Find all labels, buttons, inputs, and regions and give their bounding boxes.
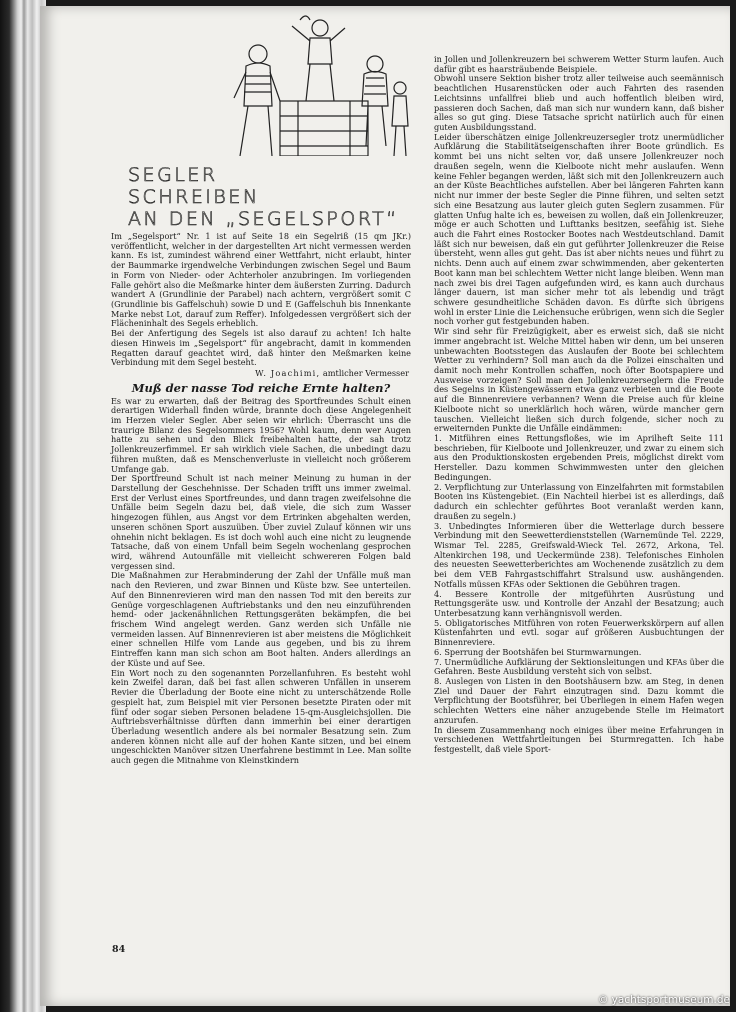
letter2-title: Muß der nasse Tod reiche Ernte halten? (131, 380, 391, 395)
headline-line-2: SCHREIBEN (128, 186, 260, 208)
signature-role: amtlicher Vermesser (322, 368, 409, 379)
magazine-page (40, 6, 730, 1006)
letter2-list-item: 4. Bessere Kontrolle der mitgeführten Ausrüstung und Rettungsgeräte usw. und Kontrolle der Anzahl der Besatzung; auch Unterbesatzung kann verhängnisvoll werden. (434, 588, 724, 618)
letter2-paragraph: Wir sind sehr für Freizügigkeit, aber es erweist sich, daß sie nicht immer angebracht ist. Welche Mittel haben wir denn, um bei unseren unbewachten Bootsstegen das Auslaufen der Boote bei schlechtem Wetter zu verhindern? Soll man auch da die Polizei einschalten und damit noch mehr Kontrollen schaffen, noch öfter Bootspapiere und Ausweise vorzeigen? Soll man den Jollenkreuzerseglern die Freude des Segelns in Küstengewässern etwa ganz verbieten und die Boote auf die Binnenreviere verbannen? Wenn die Preise auch für kleine Kielboote nicht so unerklärlich hoch wären, würde mancher gern tauschen. Vielleicht ließen sich durch folgende, sicher noch zu erweiternden Punkte die Unfälle eindämmen: (434, 326, 724, 434)
letter2-list-item: 3. Unbedingtes Informieren über die Wetterlage durch bessere Verbindung mit den Seewetterdienststellen (Warnemünde Tel. 2229, Wismar Tel. 2285, Greifswald-Wieck Tel. 2672, Arkona, Tel. Altenkirchen 198, und Ueckermünde 238). Telefonisches Einholen des neuesten Seewetterberichtes am Wochenende zusätzlich zu dem bei dem VEB Fahrgastschiffahrt Stralsund usw. aushängenden. Notfalls müssen KFAs oder Sektionen die Gebühren tragen. (434, 520, 724, 589)
letter2-list-item: 5. Obligatorisches Mitführen von roten Feuerwerkskörpern auf allen Küstenfahrten und evtl. sogar auf größeren Ausbuchtungen der Binnenreviere. (434, 617, 724, 648)
letter2-paragraph: Der Sportfreund Schult ist nach meiner Meinung zu human in der Darstellung der Geschehnisse. Der Schaden trifft uns immer zweimal. Erst der Verlust eines Sportfreundes, und dann tragen zweifelsohne die Unfälle beim Segeln dazu bei, daß viele, die sich zum Wasser hingezogen fühlen, aus Angst vor dem Ertrinken abgehalten werden, unseren schönen Sport auszuüben. Über zuviel Zulauf können wir uns ohnehin nicht beklagen. Es ist doch wohl auch eine nicht zu leugnende Tatsache, daß von einem Unfall beim Segeln wochenlang gesprochen wird, während Autounfälle mit vielleicht schwereren Folgen bald vergessen sind. (111, 473, 411, 571)
letter2-paragraph: Ein Wort noch zu den sogenannten Porzellanfuhren. Es besteht wohl kein Zweifel daran, daß bei fast allen schweren Unfällen in unserem Revier die Überladung der Boote eine nicht zu unterschätzende Rolle gespielt hat, zum Beispiel mit vier Personen besetzte Piraten oder mit fünf oder sogar sieben Personen beladene 15-qm-Ausgleichsjollen. Die Auftriebsverhältnisse dürften dann immerhin bei einer derartigen Überladung wesentlich andere als bei normaler Besatzung sein. Zum anderen können nicht alle auf der hohen Kante sitzen, und bei einem ungeschickten Manöver sitzen Unerfahrene bestimmt in Lee. Man sollte auch gegen die Mitnahme von Kleinstkindern (111, 667, 411, 766)
sailors-illustration (210, 6, 410, 156)
letter2-paragraph: in Jollen und Jollenkreuzern bei schwerem Wetter Sturm laufen. Auch dafür gibt es haarsträubende Beispiele. (434, 54, 724, 74)
signature-name: W. Joachimi, (255, 368, 321, 379)
letter1-signature (111, 369, 409, 379)
letter2-list-item: 1. Mitführen eines Rettungsfloßes, wie im Aprilheft Seite 111 beschrieben, für Kielboote und Jollenkreuzer, und zwar zu einem sich aus den Produktionskosten ergebenden Preis, möglichst direkt vom Hersteller. Dazu kommen Schwimmwesten unter den gleichen Bedingungen. (434, 433, 724, 482)
article-headline (128, 164, 408, 230)
headline-line-1: SEGLER (128, 164, 218, 186)
left-column (111, 232, 411, 766)
letter1-paragraph: Im „Segelsport“ Nr. 1 ist auf Seite 18 ein Segelriß (15 qm JKr.) veröffentlicht, welcher in der dargestellten Art nicht vermessen werden kann. Es ist, zumindest während einer Wettfahrt, nicht erlaubt, hinter der Baummarke irgendwelche Verbindungen zwischen Segel und Baum in Form von Nieder- oder Achterholer anzubringen. Im vorliegenden Falle gehört also die Meßmarke hinter dem äußersten Zurring. Dadurch wandert A (Grundlinie der Parabel) nach achtern, vergrößert somit C (Grundlinie bis Gaffelschuh) sowie D und E (Gaffelschuh bis Innenkante Marke nebst Lot, darauf zum Reffer). Infolgedessen vergrößert sich der Flächeninhalt des Segels erheblich. (111, 231, 411, 329)
letter2-paragraph: Es war zu erwarten, daß der Beitrag des Sportfreundes Schult einen derartigen Widerhall finden würde, brannte doch diese Angelegenheit im Herzen vieler Segler. Aber seien wir ehrlich: Überrascht uns die traurige Bilanz des Segelsommers 1956? Wohl kaum, denn wer Augen hatte zu sehen und den Blick freibehalten hatte, der sah trotz Jollenkreuzerfimmel. Er sah wirklich viele Sachen, die unbedingt dazu führen mußten, daß es Menschenverluste in vielleicht noch größerem Umfange gab. (111, 395, 411, 474)
letter2-list-item: 7. Unermüdliche Aufklärung der Sektionsleitungen und KFAs über die Gefahren. Beste Ausbildung versteht sich von selbst. (434, 656, 724, 677)
letter2-paragraph: In diesem Zusammenhang noch einiges über meine Erfahrungen in verschiedenen Wettfahrtleitungen bei Sturmregatten. Ich habe festgestellt, daß viele Sport- (434, 724, 724, 755)
letter2-paragraph: Obwohl unsere Sektion bisher trotz aller teilweise auch seemännisch beachtlichen Husarenstücken oder auch Fahrten des rasenden Leichtsinns unfallfrei blieb und auch hoffentlich bleiben wird, passieren doch Sachen, daß man sich nur wundern kann, daß bisher alles so gut ging. Diese Tatsache spricht natürlich auch für einen guten Ausbildungsstand. (434, 73, 724, 133)
headline-line-3: AN DEN „SEGELSPORT“ (128, 208, 399, 230)
letter2-list-item: 2. Verpflichtung zur Unterlassung von Einzelfahrten mit formstabilen Booten ins Küstengebiet. (Ein Nachteil hierbei ist es allerdings, daß dadurch ein schlechter geführtes Boot veranlaßt werden kann, draußen zu segeln.) (434, 481, 724, 521)
letter2-list-item: 6. Sperrung der Bootshäfen bei Sturmwarnungen. (434, 646, 642, 657)
letter2-paragraph: Leider überschätzen einige Jollenkreuzersegler trotz unermüdlicher Aufklärung die Stabilitätseigenschaften ihrer Boote gründlich. Es kommt bei uns nicht selten vor, daß unsere Jollenkreuzer noch draußen segeln, wenn die Kielboote nicht mehr auslaufen. Wenn keine Fehler begangen werden, läßt sich mit den Jollenkreuzern auch an der Küste Beachtliches aufstellen. Aber bei längeren Fahrten kann nicht nur immer der beste Segler die Pinne führen, und selten setzt sich eine Besatzung aus lauter gleich guten Seglern zusammen. Für glatten Unfug halte ich es, beweisen zu wollen, daß ein Jollenkreuzer, möge er auch Schotten und Lufttanks besitzen, seefähig ist. Siehe auch die Fahrt eines Rostocker Bootes nach Westdeutschland. Damit läßt sich nur beweisen, daß ein gut geführter Jollenkreuzer die Reise übersteht, wenn alles gut geht. Das ist aber nichts neues und führt zu nichts. Denn auch auf einem zwar schwimmenden, aber gekenterten Boot kann man bei schlechtem Wetter nicht lange bleiben. Wenn man nach zwei bis drei Tagen aufgefunden wird, es kann auch durchaus länger dauern, ist man sicher mehr tot als lebendig und trägt schwere gesundheitliche Schäden davon. Es dürfte sich übrigens wohl in erster Linie die Leichensuche erübrigen, wenn sich die Segler noch vorher gut festgebunden haben. (434, 131, 724, 327)
letter2-list-item: 8. Auslegen von Listen in den Bootshäusern bzw. am Steg, in denen Ziel und Dauer der Fahrt einzutragen sind. Dazu kommt die Verpflichtung der Bootsführer, bei Überliegen in einem Hafen wegen schlechten Wetters eine näher anzugebende Stelle im Heimatort anzurufen. (434, 676, 724, 725)
right-column (434, 55, 724, 755)
letter2-paragraph: Die Maßnahmen zur Herabminderung der Zahl der Unfälle muß man nach den Revieren, und zwar Binnen und Küste bzw. See unterteilen. Auf den Binnenrevieren wird man den nassen Tod mit den bereits zur Genüge vorgeschlagenen Auftriebstanks und den neu einzuführenden hemd- oder jackenähnlichen Rettungsgeräten bekämpfen, die bei frischem Wind angelegt werden. Ganz werden sich Unfälle nie vermeiden lassen. Auf Binnenrevieren ist aber meistens die Möglichkeit einer schnellen Hilfe vom Lande aus gegeben, und bis zu ihrem Eintreffen kann man sich schon am Boot halten. Anders allerdings an der Küste und auf See. (111, 570, 411, 668)
page-number: 84 (112, 944, 126, 955)
letter1-paragraph: Bei der Anfertigung des Segels ist also darauf zu achten! Ich halte diesen Hinweis im „Segelsport“ für angebracht, damit in kommenden Regatten darauf geachtet wird, daß hinter den Meßmarken keine Verbindung mit dem Segel besteht. (111, 328, 411, 368)
copyright-credit: © yachtsportmuseum.de (597, 994, 730, 1006)
